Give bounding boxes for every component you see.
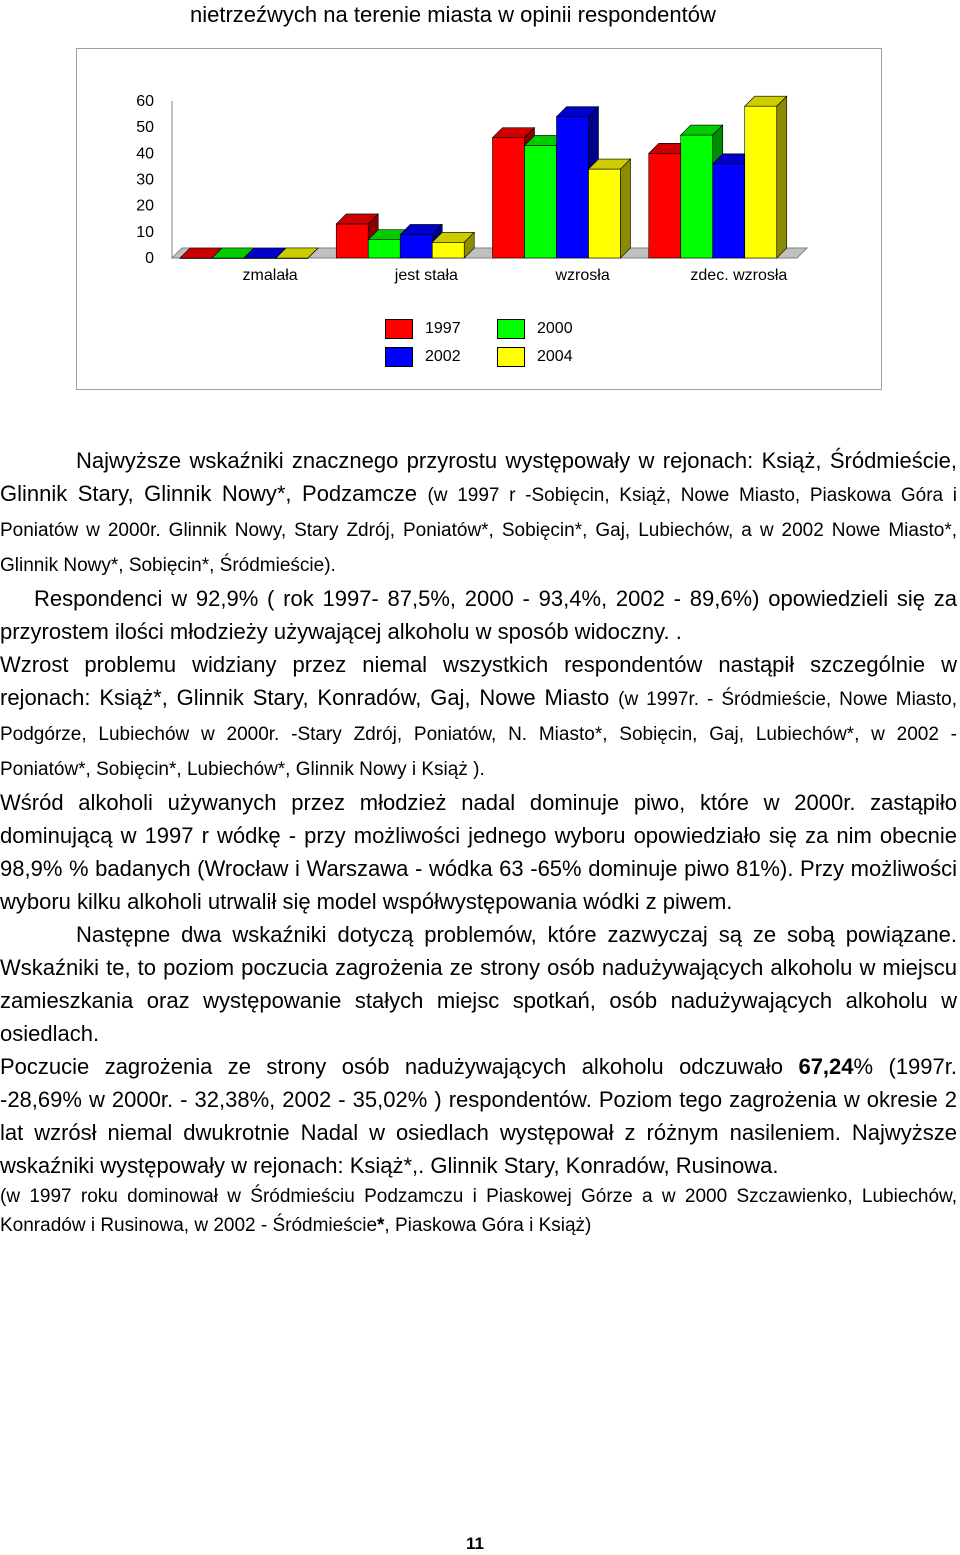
chart-plot [77,49,881,389]
paragraph [0,582,957,648]
bar-2002-1 [400,234,432,258]
legend-swatch-2002 [385,347,413,367]
bar-2000-2 [525,145,557,258]
legend-swatch-2000 [497,319,525,339]
paragraph [0,648,957,786]
x-category-label: jest stała [394,267,458,284]
legend-swatch-1997 [385,319,413,339]
legend-label-2000: 2000 [537,320,573,337]
bar-2004-3 [745,106,777,258]
text-run: (w 1997 roku dominował w Śródmieściu Podzamczu i Piaskowej Górze a w 2000 Szczawienko, Lubiechów, Konradów i Rusinowa, w 2002 - Śródmieście [0,1186,957,1236]
text-run: Poczucie zagrożenia ze strony osób nadużywających alkoholu odczuwało [0,1054,799,1079]
paragraph [0,1182,957,1240]
text-run: Wzrost problemu widziany przez niemal wszystkich respondentów nastąpił szczególnie w rejonach: Książ*, Glinnik Stary, Konradów, Gaj, Nowe Miasto [0,652,957,710]
legend-label-1997: 1997 [425,320,461,337]
legend-swatch-2004 [497,347,525,367]
page-number: 11 [466,1534,484,1553]
bar-side-2004-2 [621,159,631,258]
bar-2000-3 [681,135,713,258]
bar-2004-2 [589,169,621,258]
y-tick-label: 20 [136,197,154,215]
bold-text: * [377,1215,385,1236]
text-run: Następne dwa wskaźniki dotyczą problemów, które zazwyczaj są ze sobą powiązane. Wskaźniki te, to poziom poczucia zagrożenia ze strony osób nadużywających alkoholu w miejscu zamieszkania oraz występowanie stałych miejsc spotkań, osób nadużywających alkoholu w osiedlach. [0,922,957,1046]
bar-1997-3 [649,153,681,258]
legend-label-2004: 2004 [537,348,573,365]
text-run: Wśród alkoholi używanych przez młodzież nadal dominuje piwo, które w 2000r. zastąpiło dominującą w 1997 r wódkę - przy możliwości jednego wyboru opowiedziało się za nim obecnie 98,9% % badanych (Wrocław i Warszawa - wódka 63 -65% dominuje piwo 81%). Przy możliwości wyboru kilku alkoholi utrwalił się model współwystępowania wódki z piwem. [0,790,957,914]
y-tick-label: 50 [136,119,154,137]
text-run: Najwyższe wskaźniki znacznego przyrostu występowały w rejonach: Książ, Śródmieście, Glinnik Stary, Glinnik Nowy*, Podzamcze [0,448,957,506]
bar-2002-3 [713,164,745,258]
parenthetical-text: (w 1997r. - Śródmieście, Nowe Miasto, Podgórze, Lubiechów w 2000r. -Stary Zdrój, Poniatów, N. Miasto*, Sobięcin, Gaj, Lubiechów*, w 2002 - Poniatów*, Sobięcin*, Lubiechów*, Glinnik Nowy i Książ ). [0,689,957,780]
bar-2004-1 [432,242,464,258]
bar-1997-2 [493,138,525,258]
paragraph [0,444,957,582]
bar-2002-2 [557,117,589,258]
y-tick-label: 0 [145,250,154,267]
paragraph [0,786,957,918]
y-tick-label: 10 [136,223,154,241]
text-run: % (1997r. -28,69% w 2000r. - 32,38%, 2002 - 35,02% ) respondentów. Poziom tego zagrożenia w okresie 2 lat wzrósł niemal dwukrotnie Nadal w osiedlach występował z różnym nasileniem. Najwyższe wskaźniki występowały w rejonach: Książ*,. Glinnik Stary, Konradów, Rusinowa. [0,1054,957,1178]
bar-1997-1 [336,224,368,258]
page-heading: nietrzeźwych na terenie miasta w opinii respondentów [190,2,716,27]
paragraph [0,918,957,1050]
bar-side-2004-3 [777,96,787,258]
paragraph [0,1050,957,1182]
x-category-label: wzrosła [555,267,610,284]
text-run: , Piaskowa Góra i Książ) [384,1215,592,1236]
body-text [0,444,957,1240]
x-category-label: zdec. wzrosła [690,267,788,284]
x-category-label: zmalała [242,267,298,284]
bold-text: 67,24 [798,1054,854,1079]
y-tick-label: 40 [136,145,154,163]
bar-2000-1 [368,240,400,258]
text-run: Respondenci w 92,9% ( rok 1997- 87,5%, 2000 - 93,4%, 2002 - 89,6%) opowiedzieli się za przyrostem ilości młodzieży używającej alkoholu w sposób widoczny. . [0,586,957,644]
parenthetical-text: (w 1997 r -Sobięcin, Książ, Nowe Miasto, Piaskowa Góra i Poniatów w 2000r. Glinnik Nowy, Stary Zdrój, Poniatów*, Sobięcin*, Gaj, Lubiechów, a w 2002 Nowe Miasto*, Glinnik Nowy*, Sobięcin*, Śródmieście). [0,485,957,576]
bar-chart [76,48,882,390]
legend-label-2002: 2002 [425,348,461,365]
y-tick-label: 60 [136,93,154,110]
y-tick-label: 30 [136,171,154,189]
